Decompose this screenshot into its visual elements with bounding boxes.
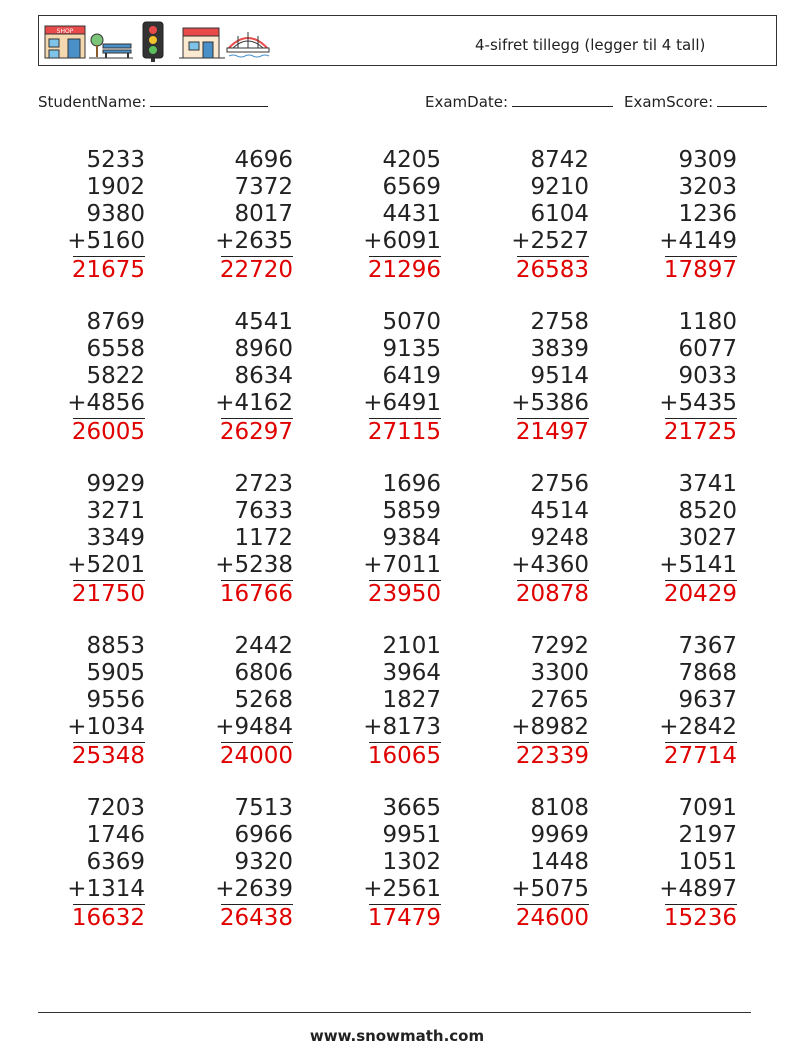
answer: 17897 — [663, 257, 737, 283]
last-addend: +6091 — [363, 228, 441, 254]
addend: 4431 — [382, 201, 441, 227]
addend: 5070 — [382, 309, 441, 335]
addition-problem — [627, 309, 737, 446]
last-addend: +2639 — [215, 876, 293, 902]
addend: 2101 — [382, 633, 441, 659]
addend: 5859 — [382, 498, 441, 524]
addend: 3665 — [382, 795, 441, 821]
addend: 7513 — [234, 795, 293, 821]
addend: 2723 — [234, 471, 293, 497]
last-addend: +8982 — [511, 714, 589, 740]
addition-problem — [479, 147, 589, 284]
market-stall-icon — [179, 28, 225, 58]
answer: 21675 — [71, 257, 145, 283]
exam-score-blank[interactable] — [717, 92, 767, 107]
addition-problem — [183, 633, 293, 770]
answer: 20878 — [515, 581, 589, 607]
addend: 7372 — [234, 174, 293, 200]
addition-problem — [183, 147, 293, 284]
addend: 5268 — [234, 687, 293, 713]
addend: 3027 — [678, 525, 737, 551]
last-addend: +2842 — [659, 714, 737, 740]
logo-strip — [43, 20, 273, 62]
addend: 6419 — [382, 363, 441, 389]
addend: 9514 — [530, 363, 589, 389]
addend: 6806 — [234, 660, 293, 686]
last-addend: +5160 — [67, 228, 145, 254]
last-addend: +1034 — [67, 714, 145, 740]
addition-problem — [35, 309, 145, 446]
addition-problem — [331, 471, 441, 608]
addition-problem — [627, 633, 737, 770]
addend: 1172 — [234, 525, 293, 551]
addend: 8017 — [234, 201, 293, 227]
addition-problem — [331, 147, 441, 284]
answer: 27714 — [663, 743, 737, 769]
answer: 21296 — [367, 257, 441, 283]
addend: 9033 — [678, 363, 737, 389]
last-addend: +5435 — [659, 390, 737, 416]
last-addend: +8173 — [363, 714, 441, 740]
addend: 1448 — [530, 849, 589, 875]
addend: 9951 — [382, 822, 441, 848]
answer: 16632 — [71, 905, 145, 931]
shop-sign-text: SHOP — [56, 28, 74, 35]
addend: 7292 — [530, 633, 589, 659]
answer: 16766 — [219, 581, 293, 607]
answer: 21497 — [515, 419, 589, 445]
addend: 1746 — [86, 822, 145, 848]
addend: 5905 — [86, 660, 145, 686]
addend: 8742 — [530, 147, 589, 173]
addend: 9929 — [86, 471, 145, 497]
exam-date-field[interactable] — [425, 92, 613, 111]
last-addend: +4162 — [215, 390, 293, 416]
answer: 15236 — [663, 905, 737, 931]
footer-site: www.snowmath.com — [309, 1027, 485, 1045]
addend: 4514 — [530, 498, 589, 524]
student-name-blank[interactable] — [150, 92, 268, 107]
addend: 9556 — [86, 687, 145, 713]
addition-problem — [331, 633, 441, 770]
addend: 9309 — [678, 147, 737, 173]
last-addend: +4149 — [659, 228, 737, 254]
worksheet-header — [38, 15, 777, 66]
answer: 26297 — [219, 419, 293, 445]
addend: 3349 — [86, 525, 145, 551]
addition-problem — [35, 471, 145, 608]
last-addend: +5075 — [511, 876, 589, 902]
addend: 1236 — [678, 201, 737, 227]
addend: 4696 — [234, 147, 293, 173]
addend: 4541 — [234, 309, 293, 335]
addend: 6558 — [86, 336, 145, 362]
addend: 9210 — [530, 174, 589, 200]
last-addend: +6491 — [363, 390, 441, 416]
addend: 1051 — [678, 849, 737, 875]
student-name-field[interactable] — [38, 92, 268, 111]
addend: 8960 — [234, 336, 293, 362]
last-addend: +2561 — [363, 876, 441, 902]
addend: 1696 — [382, 471, 441, 497]
addend: 9248 — [530, 525, 589, 551]
addend: 7203 — [86, 795, 145, 821]
last-addend: +5201 — [67, 552, 145, 578]
answer: 26005 — [71, 419, 145, 445]
addend: 8108 — [530, 795, 589, 821]
addend: 5233 — [86, 147, 145, 173]
addition-problem — [479, 795, 589, 932]
answer: 16065 — [367, 743, 441, 769]
answer: 26438 — [219, 905, 293, 931]
addend: 6077 — [678, 336, 737, 362]
traffic-light-icon — [143, 22, 163, 62]
addend: 3964 — [382, 660, 441, 686]
last-addend: +4856 — [67, 390, 145, 416]
addition-problem — [35, 147, 145, 284]
last-addend: +5386 — [511, 390, 589, 416]
answer: 17479 — [367, 905, 441, 931]
addition-problem — [331, 309, 441, 446]
addend: 1827 — [382, 687, 441, 713]
last-addend: +2635 — [215, 228, 293, 254]
addend: 6104 — [530, 201, 589, 227]
answer: 27115 — [367, 419, 441, 445]
addition-problem — [627, 147, 737, 284]
addition-problem — [479, 309, 589, 446]
addend: 7091 — [678, 795, 737, 821]
addition-problem — [479, 633, 589, 770]
addend: 3300 — [530, 660, 589, 686]
addend: 5822 — [86, 363, 145, 389]
addend: 9380 — [86, 201, 145, 227]
addend: 9637 — [678, 687, 737, 713]
addend: 9384 — [382, 525, 441, 551]
addition-problem — [627, 471, 737, 608]
addend: 9969 — [530, 822, 589, 848]
last-addend: +4360 — [511, 552, 589, 578]
addend: 6569 — [382, 174, 441, 200]
answer: 25348 — [71, 743, 145, 769]
addition-problem — [183, 471, 293, 608]
addend: 3839 — [530, 336, 589, 362]
last-addend: +1314 — [67, 876, 145, 902]
addend: 9135 — [382, 336, 441, 362]
worksheet-title: 4-sifret tillegg (legger til 4 tall) — [475, 36, 706, 54]
addition-problem — [35, 633, 145, 770]
addition-problem — [627, 795, 737, 932]
answer: 22720 — [219, 257, 293, 283]
addend: 3203 — [678, 174, 737, 200]
last-addend: +5238 — [215, 552, 293, 578]
addend: 8520 — [678, 498, 737, 524]
exam-date-label: ExamDate: — [425, 93, 509, 111]
addend: 6966 — [234, 822, 293, 848]
addition-problem — [35, 795, 145, 932]
shop-icon — [45, 26, 85, 58]
addend: 8769 — [86, 309, 145, 335]
addition-problem — [183, 795, 293, 932]
answer: 21750 — [71, 581, 145, 607]
last-addend: +9484 — [215, 714, 293, 740]
exam-date-blank[interactable] — [512, 92, 613, 107]
addend: 2758 — [530, 309, 589, 335]
last-addend: +7011 — [363, 552, 441, 578]
last-addend: +4897 — [659, 876, 737, 902]
addend: 2756 — [530, 471, 589, 497]
addend: 7367 — [678, 633, 737, 659]
exam-score-label: ExamScore: — [624, 93, 714, 111]
answer: 21725 — [663, 419, 737, 445]
addend: 6369 — [86, 849, 145, 875]
footer-divider — [38, 1012, 751, 1013]
addend: 2765 — [530, 687, 589, 713]
last-addend: +2527 — [511, 228, 589, 254]
student-name-label: StudentName: — [38, 93, 147, 111]
answer: 24600 — [515, 905, 589, 931]
answer: 20429 — [663, 581, 737, 607]
addend: 2442 — [234, 633, 293, 659]
exam-score-field[interactable] — [624, 92, 767, 111]
addend: 1180 — [678, 309, 737, 335]
addend: 3271 — [86, 498, 145, 524]
park-bench-icon — [89, 34, 133, 58]
addend: 8634 — [234, 363, 293, 389]
answer: 24000 — [219, 743, 293, 769]
bridge-icon — [227, 32, 269, 57]
addend: 1902 — [86, 174, 145, 200]
answer: 23950 — [367, 581, 441, 607]
addition-problem — [183, 309, 293, 446]
addend: 4205 — [382, 147, 441, 173]
addend: 1302 — [382, 849, 441, 875]
answer: 22339 — [515, 743, 589, 769]
addend: 3741 — [678, 471, 737, 497]
last-addend: +5141 — [659, 552, 737, 578]
addend: 2197 — [678, 822, 737, 848]
addend: 7868 — [678, 660, 737, 686]
addition-problem — [479, 471, 589, 608]
addend: 8853 — [86, 633, 145, 659]
answer: 26583 — [515, 257, 589, 283]
addend: 9320 — [234, 849, 293, 875]
addition-problem — [331, 795, 441, 932]
addend: 7633 — [234, 498, 293, 524]
